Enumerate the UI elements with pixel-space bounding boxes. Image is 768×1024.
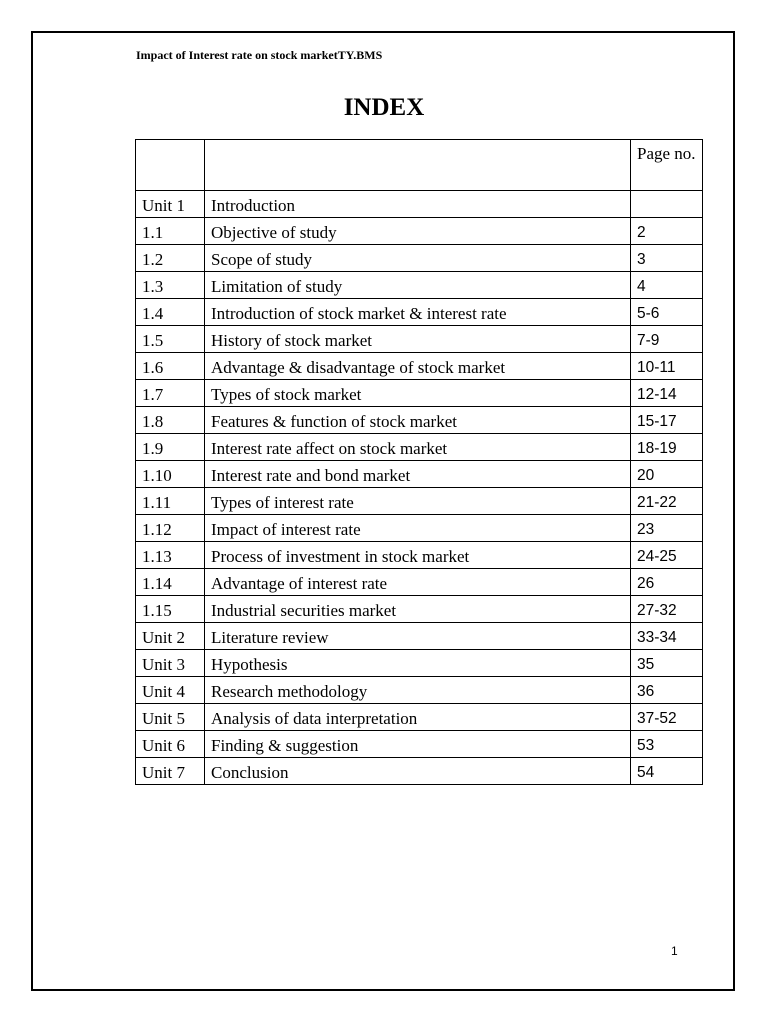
- table-header-row: [136, 140, 703, 191]
- page-cell: 36: [631, 677, 703, 704]
- page-cell: 5-6: [631, 299, 703, 326]
- unit-cell: 1.3: [136, 272, 205, 299]
- topic-cell: Impact of interest rate: [205, 515, 631, 542]
- topic-cell: Conclusion: [205, 758, 631, 785]
- table-row: [136, 380, 703, 407]
- page-cell: 3: [631, 245, 703, 272]
- table-row: [136, 650, 703, 677]
- topic-cell: Limitation of study: [205, 272, 631, 299]
- topic-cell: Advantage & disadvantage of stock market: [205, 353, 631, 380]
- topic-cell: Scope of study: [205, 245, 631, 272]
- table-row: [136, 245, 703, 272]
- page-cell: 4: [631, 272, 703, 299]
- topic-cell: Objective of study: [205, 218, 631, 245]
- table-row: [136, 596, 703, 623]
- table-row: [136, 353, 703, 380]
- page-cell: 37-52: [631, 704, 703, 731]
- unit-cell: 1.8: [136, 407, 205, 434]
- page-title: INDEX: [343, 94, 425, 121]
- topic-cell: Research methodology: [205, 677, 631, 704]
- topic-cell: Process of investment in stock market: [205, 542, 631, 569]
- topic-cell: Advantage of interest rate: [205, 569, 631, 596]
- page-cell: [631, 191, 703, 218]
- table-row: [136, 623, 703, 650]
- unit-cell: 1.2: [136, 245, 205, 272]
- table-row: [136, 191, 703, 218]
- unit-cell: 1.12: [136, 515, 205, 542]
- topic-cell: Analysis of data interpretation: [205, 704, 631, 731]
- table-row: [136, 272, 703, 299]
- topic-cell: History of stock market: [205, 326, 631, 353]
- page-cell: 2: [631, 218, 703, 245]
- topic-cell: Interest rate affect on stock market: [205, 434, 631, 461]
- page-cell: 20: [631, 461, 703, 488]
- unit-cell: Unit 7: [136, 758, 205, 785]
- page-cell: 15-17: [631, 407, 703, 434]
- unit-cell: Unit 4: [136, 677, 205, 704]
- running-header: Impact of Interest rate on stock marketTY.BMS: [136, 48, 383, 62]
- unit-cell: Unit 2: [136, 623, 205, 650]
- unit-cell: 1.14: [136, 569, 205, 596]
- header-page-cell: Page no.: [631, 140, 703, 191]
- topic-cell: Types of interest rate: [205, 488, 631, 515]
- topic-cell: Literature review: [205, 623, 631, 650]
- unit-cell: 1.13: [136, 542, 205, 569]
- unit-cell: 1.4: [136, 299, 205, 326]
- table-row: [136, 569, 703, 596]
- page-cell: 24-25: [631, 542, 703, 569]
- table-row: [136, 326, 703, 353]
- page-cell: 27-32: [631, 596, 703, 623]
- topic-cell: Introduction: [205, 191, 631, 218]
- table-row: [136, 461, 703, 488]
- unit-cell: 1.10: [136, 461, 205, 488]
- table-row: [136, 758, 703, 785]
- table-row: [136, 407, 703, 434]
- page-cell: 26: [631, 569, 703, 596]
- header-topic-cell: [205, 140, 631, 191]
- unit-cell: 1.1: [136, 218, 205, 245]
- page-cell: 23: [631, 515, 703, 542]
- header-unit-cell: [136, 140, 205, 191]
- table-row: [136, 731, 703, 758]
- unit-cell: 1.7: [136, 380, 205, 407]
- page-cell: 54: [631, 758, 703, 785]
- unit-cell: Unit 1: [136, 191, 205, 218]
- table-row: [136, 218, 703, 245]
- topic-cell: Interest rate and bond market: [205, 461, 631, 488]
- page-cell: 53: [631, 731, 703, 758]
- table-row: [136, 704, 703, 731]
- unit-cell: 1.11: [136, 488, 205, 515]
- unit-cell: Unit 5: [136, 704, 205, 731]
- page-cell: 33-34: [631, 623, 703, 650]
- page-cell: 21-22: [631, 488, 703, 515]
- page-cell: 7-9: [631, 326, 703, 353]
- topic-cell: Finding & suggestion: [205, 731, 631, 758]
- unit-cell: Unit 6: [136, 731, 205, 758]
- unit-cell: 1.15: [136, 596, 205, 623]
- table-row: [136, 515, 703, 542]
- topic-cell: Features & function of stock market: [205, 407, 631, 434]
- topic-cell: Introduction of stock market & interest rate: [205, 299, 631, 326]
- table-row: [136, 488, 703, 515]
- topic-cell: Hypothesis: [205, 650, 631, 677]
- page-cell: 12-14: [631, 380, 703, 407]
- unit-cell: 1.5: [136, 326, 205, 353]
- unit-cell: Unit 3: [136, 650, 205, 677]
- topic-cell: Types of stock market: [205, 380, 631, 407]
- page-number: 1: [671, 944, 678, 958]
- unit-cell: 1.9: [136, 434, 205, 461]
- table-row: [136, 299, 703, 326]
- topic-cell: Industrial securities market: [205, 596, 631, 623]
- page-cell: 18-19: [631, 434, 703, 461]
- index-table: [135, 139, 703, 785]
- page-cell: 35: [631, 650, 703, 677]
- table-row: [136, 434, 703, 461]
- page-cell: 10-11: [631, 353, 703, 380]
- table-row: [136, 677, 703, 704]
- table-row: [136, 542, 703, 569]
- unit-cell: 1.6: [136, 353, 205, 380]
